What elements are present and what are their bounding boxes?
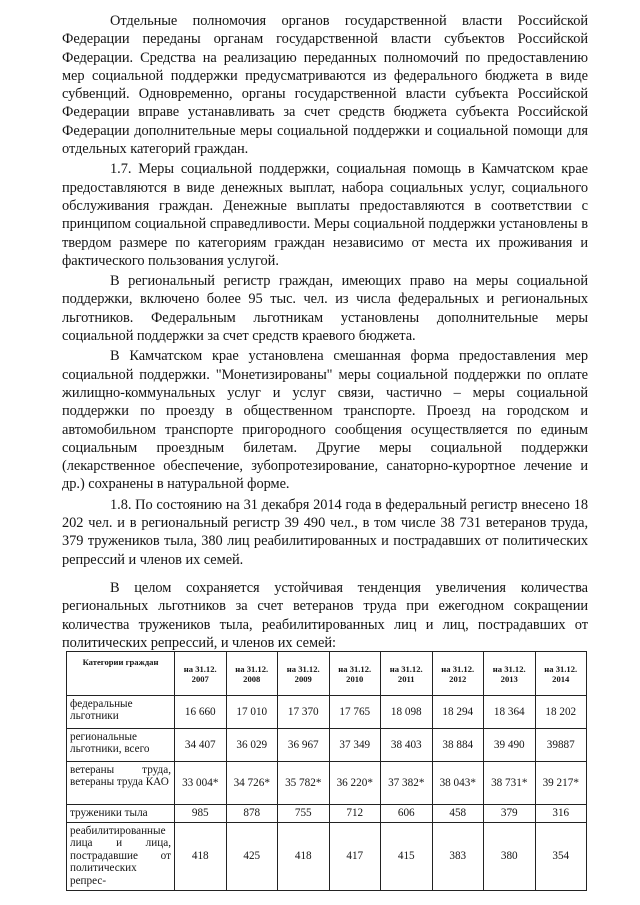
- paragraph-regional-register: В региональный регистр граждан, имеющих право на меры социальной поддержки, включено более 95 тыс. чел. из числа федеральных и региональных льготников. Федеральным льготникам установлены дополнительные меры социальной поддержки за счет средств краевого бюджета.: [62, 273, 588, 345]
- table-cell: 38 043*: [432, 762, 484, 805]
- table-cell: 17 370: [278, 696, 330, 729]
- table-cell: 878: [226, 805, 278, 823]
- row-label: федеральные льготники: [67, 696, 175, 729]
- row-label: региональные льготники, всего: [67, 729, 175, 762]
- table-row: [67, 805, 587, 823]
- table-cell: 458: [432, 805, 484, 823]
- table-cell: 34 726*: [226, 762, 278, 805]
- table-cell: 418: [175, 823, 227, 891]
- table-cell: 415: [381, 823, 433, 891]
- table-cell: 17 765: [329, 696, 381, 729]
- table-cell: 606: [381, 805, 433, 823]
- table-cell: 18 294: [432, 696, 484, 729]
- table-cell: 39887: [535, 729, 587, 762]
- table-row: [67, 823, 587, 891]
- table-cell: 17 010: [226, 696, 278, 729]
- header-year: на 31.12. 2014: [535, 652, 587, 696]
- header-year: на 31.12. 2009: [278, 652, 330, 696]
- table-cell: 38 884: [432, 729, 484, 762]
- table-cell: 712: [329, 805, 381, 823]
- table-cell: 380: [484, 823, 536, 891]
- table-cell: 383: [432, 823, 484, 891]
- header-year: на 31.12. 2007: [175, 652, 227, 696]
- table-cell: 985: [175, 805, 227, 823]
- table-cell: 316: [535, 805, 587, 823]
- table-cell: 379: [484, 805, 536, 823]
- paragraph-trend: В целом сохраняется устойчивая тенденция увеличения количества региональных льготников за счет ветеранов труда при ежегодном сокращении количества тружеников тыла, реабилитированных лиц и лиц, пострадавших от политических репрессий, и членов их семей:: [62, 579, 588, 651]
- table-cell: 16 660: [175, 696, 227, 729]
- paragraph-1-7: 1.7. Меры социальной поддержки, социальная помощь в Камчатском крае предоставляются в виде денежных выплат, набора социальных услуг, социального обслуживания граждан. Денежные выплаты предоставляются в соответствии с принципом социальной справедливости. Меры социальной поддержки установлены в твердом размере по категориям граждан независимо от места их проживания и фактического пользования услугой.: [62, 161, 588, 269]
- table-cell: 18 364: [484, 696, 536, 729]
- paragraph-1-8: 1.8. По состоянию на 31 декабря 2014 года в федеральный регистр внесено 18 202 чел. и в региональный регистр 39 490 чел., в том числе 38 731 ветеранов труда, 379 тружеников тыла, 380 лиц реабилитированных и пострадавших от политических репрессий и членов их семей.: [62, 496, 588, 568]
- table-cell: 38 403: [381, 729, 433, 762]
- table-cell: 36 967: [278, 729, 330, 762]
- table-cell: 39 217*: [535, 762, 587, 805]
- table-cell: 39 490: [484, 729, 536, 762]
- table-cell: 37 382*: [381, 762, 433, 805]
- table-cell: 755: [278, 805, 330, 823]
- table-cell: 354: [535, 823, 587, 891]
- header-year: на 31.12. 2011: [381, 652, 433, 696]
- paragraph-powers: Отдельные полномочия органов государственной власти Российской Федерации переданы органам государственной власти субъектов Российской Федерации. Средства на реализацию переданных полномочий по предоставлению мер социальной поддержки предусматриваются из федерального бюджета в виде субвенций. Одновременно, органы государственной власти субъекта Российской Федерации вправе устанавливать за счет средств бюджета субъекта Российской Федерации дополнительные меры социальной поддержки и социальной помощи для отдельных категорий граждан.: [62, 13, 588, 158]
- table-cell: 34 407: [175, 729, 227, 762]
- table-cell: 417: [329, 823, 381, 891]
- document-body: [62, 12, 588, 652]
- header-year: на 31.12. 2013: [484, 652, 536, 696]
- table-cell: 18 202: [535, 696, 587, 729]
- table-cell: 36 029: [226, 729, 278, 762]
- beneficiaries-table: [66, 651, 587, 891]
- header-year: на 31.12. 2012: [432, 652, 484, 696]
- header-year: на 31.12. 2008: [226, 652, 278, 696]
- paragraph-mixed-form: В Камчатском крае установлена смешанная форма предоставления мер социальной поддержки. "Монетизированы" меры социальной поддержки по оплате жилищно-коммунальных услуг и услуг связи, частично – меры социальной поддержки по проезду в общественном транспорте. Проезд на городском и автомобильном транспорте пригородного сообщения осуществляется по единым социальным проездным билетам. Другие меры социальной поддержки (лекарственное обеспечение, зубопротезирование, санаторно-курортное лечение и др.) сохранены в натуральной форме.: [62, 348, 588, 493]
- table-cell: 35 782*: [278, 762, 330, 805]
- header-year: на 31.12. 2010: [329, 652, 381, 696]
- row-label: труженики тыла: [67, 805, 175, 823]
- table-cell: 18 098: [381, 696, 433, 729]
- table-cell: 36 220*: [329, 762, 381, 805]
- table-row: [67, 729, 587, 762]
- beneficiaries-table-wrapper: [66, 651, 586, 891]
- table-cell: 37 349: [329, 729, 381, 762]
- table-cell: 418: [278, 823, 330, 891]
- table-cell: 38 731*: [484, 762, 536, 805]
- table-header-row: [67, 652, 587, 696]
- row-label: реабилитированные лица и лица, пострадавшие от политических репрес-: [67, 823, 175, 891]
- table-row: [67, 696, 587, 729]
- table-row: [67, 762, 587, 805]
- table-cell: 33 004*: [175, 762, 227, 805]
- table-cell: 425: [226, 823, 278, 891]
- row-label: ветераны труда, ветераны труда КАО: [67, 762, 175, 805]
- header-category: Категории граждан: [67, 652, 175, 696]
